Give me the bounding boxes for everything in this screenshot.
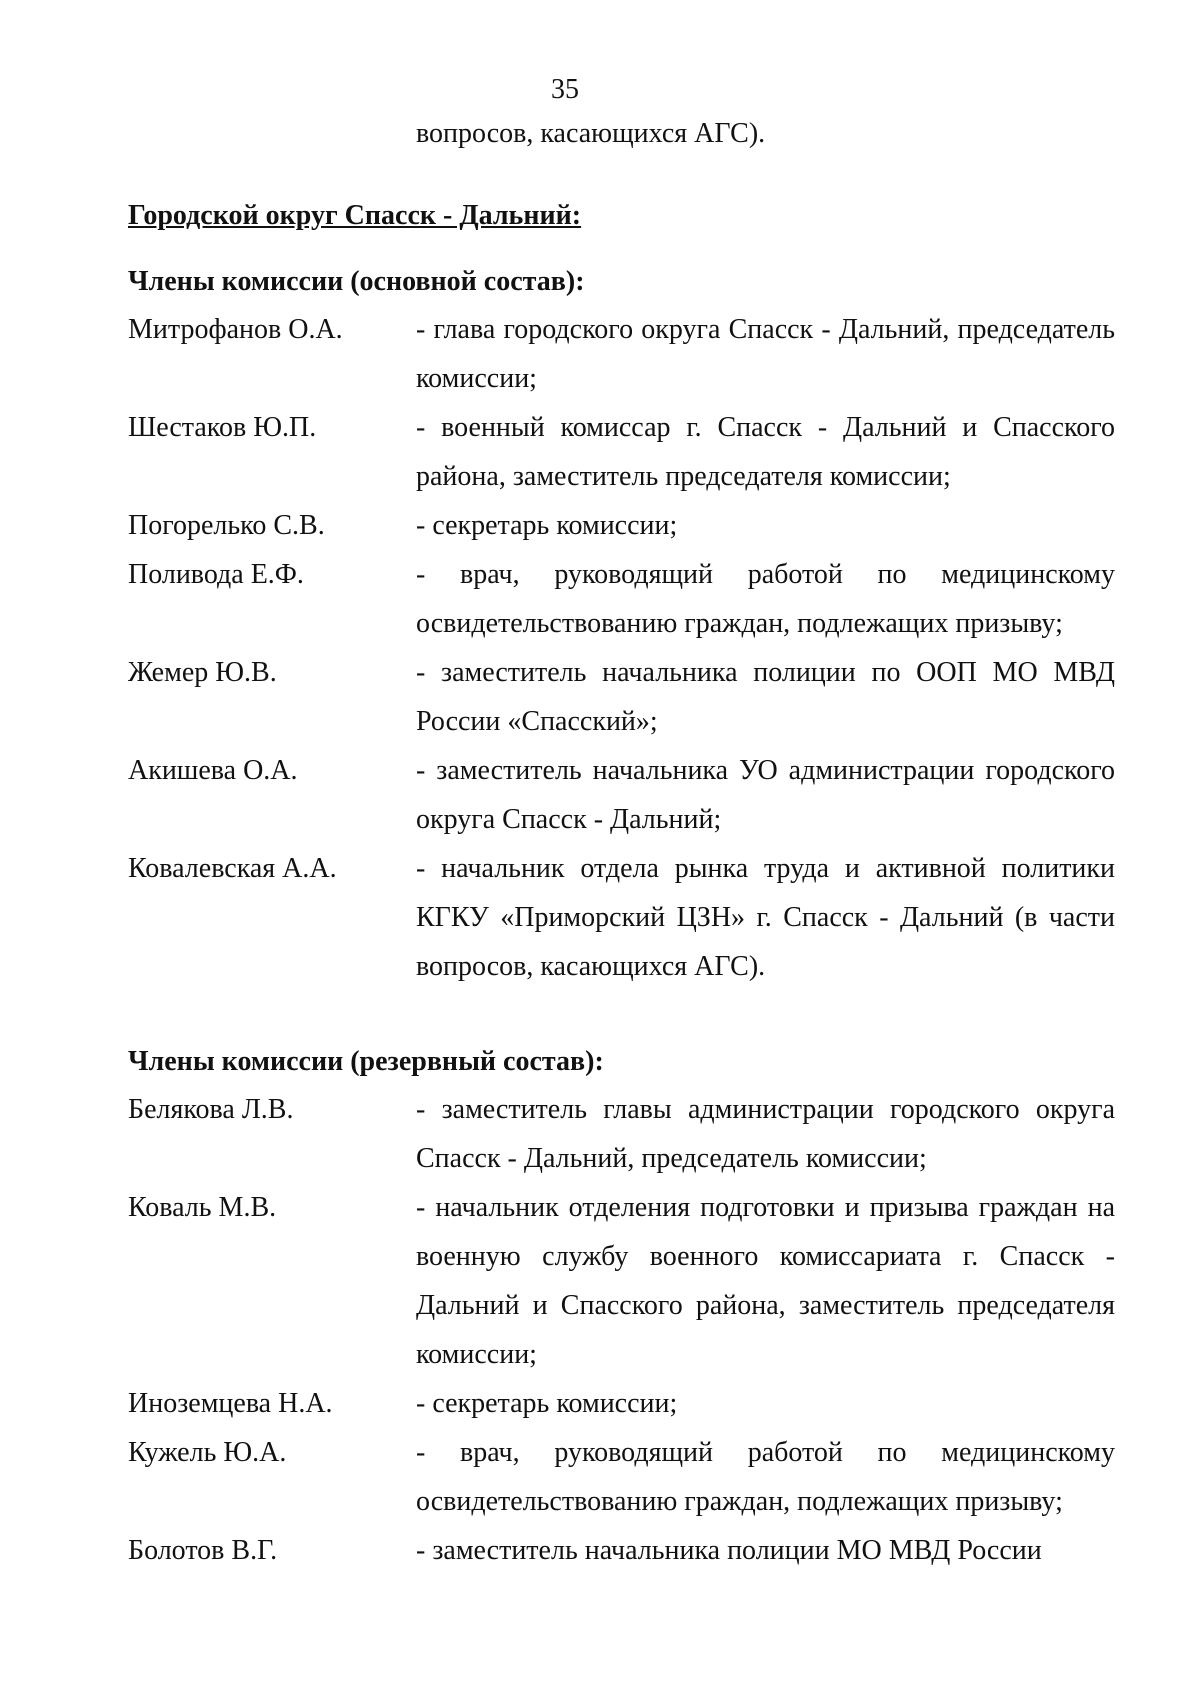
district-title: Городской округ Спасск - Дальний:: [128, 200, 582, 231]
page-number: 35: [551, 74, 579, 105]
reserve-section-title: Члены комиссии (резервный состав):: [128, 1046, 604, 1077]
member-role: - начальник отделения подготовки и призыва граждан на военную службу военного комиссариата г. Спасск - Дальний и Спасского района, заместитель председателя комиссии;: [416, 1192, 1115, 1370]
member-role: - заместитель главы администрации городского округа Спасск - Дальний, председатель комиссии;: [416, 1094, 1115, 1174]
member-name: Ковалевская А.А.: [128, 853, 337, 884]
member-name: Кужель Ю.А.: [128, 1437, 287, 1468]
member-name: Белякова Л.В.: [128, 1094, 294, 1125]
member-role: - секретарь комиссии;: [416, 1388, 678, 1419]
member-name: Жемер Ю.В.: [128, 657, 277, 688]
member-role: - заместитель начальника полиции по ООП МО МВД России «Спасский»;: [416, 657, 1115, 737]
member-role: - врач, руководящий работой по медицинскому освидетельствованию граждан, подлежащих призыву;: [416, 559, 1115, 639]
continuation-text: вопросов, касающихся АГС).: [416, 118, 766, 149]
member-name: Митрофанов О.А.: [128, 314, 343, 345]
member-role: - врач, руководящий работой по медицинскому освидетельствованию граждан, подлежащих призыву;: [416, 1437, 1115, 1517]
member-role: - начальник отдела рынка труда и активной политики КГКУ «Приморский ЦЗН» г. Спасск - Дальний (в части вопросов, касающихся АГС).: [416, 853, 1115, 982]
member-name: Погорелько С.В.: [128, 510, 325, 541]
member-role: - заместитель начальника полиции МО МВД России: [416, 1535, 1042, 1566]
member-name: Иноземцева Н.А.: [128, 1388, 333, 1419]
member-role: - секретарь комиссии;: [416, 510, 678, 541]
member-name: Болотов В.Г.: [128, 1535, 278, 1566]
member-name: Коваль М.В.: [128, 1192, 277, 1223]
member-name: Поливода Е.Ф.: [128, 559, 304, 590]
member-role: - глава городского округа Спасск - Дальний, председатель комиссии;: [416, 314, 1115, 394]
member-name: Акишева О.А.: [128, 755, 298, 786]
member-role: - заместитель начальника УО администрации городского округа Спасск - Дальний;: [416, 755, 1115, 835]
member-role: - военный комиссар г. Спасск - Дальний и Спасского района, заместитель председателя комиссии;: [416, 412, 1115, 492]
main-section-title: Члены комиссии (основной состав):: [128, 266, 585, 297]
member-name: Шестаков Ю.П.: [128, 412, 317, 443]
